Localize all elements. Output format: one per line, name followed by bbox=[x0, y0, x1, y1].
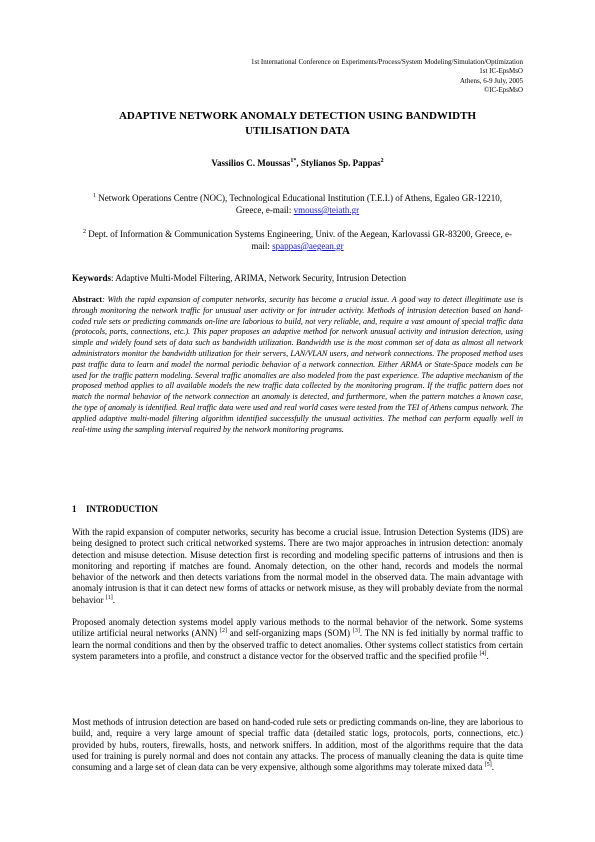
abstract bbox=[72, 295, 523, 435]
conference-line: ©IC-EpsMsO bbox=[483, 86, 523, 95]
citation-ref: [2] bbox=[219, 628, 227, 635]
keywords bbox=[72, 272, 523, 284]
body-paragraph bbox=[72, 527, 523, 606]
abstract-label: Abstract bbox=[72, 295, 103, 304]
citation-ref: [1] bbox=[105, 594, 113, 601]
paragraph-text: Proposed anomaly detection systems model apply various methods to the normal behavior of the network. Some systems utilize artificial neural networks (ANN) bbox=[72, 617, 523, 639]
conference-line: 1st International Conference on Experiments/Process/System Modeling/Simulation/Optimization bbox=[251, 58, 523, 66]
paragraph-text: Most methods of intrusion detection are based on hand-coded rule sets or predicting commands on-line, they are laborious to build, and, require a very large amount of special traffic data (detailed static logs, protocols, ports, connections, etc.) provided by hubs, routers, firewalls, hosts, and network sniffers. In addition, most of the algorithms require that the data used for training is purely normal and does not contain any attacks. The process of manually cleaning the data is quite time consuming and a large set of clean data can be very expensive, although some algorithms may tolerate mixed data bbox=[72, 717, 523, 773]
citation-ref: [3] bbox=[352, 628, 360, 635]
conference-line: 1st IC-EpsMsO bbox=[479, 67, 523, 76]
citation-ref: [4] bbox=[479, 650, 487, 657]
affiliation-mark: 1 bbox=[93, 193, 97, 199]
author-affiliation-mark: 1* bbox=[290, 158, 297, 164]
body-paragraph bbox=[72, 717, 523, 773]
abstract-text: : With the rapid expansion of computer networks, security has become a crucial issue. A good way to detect illegitimate use is through monitoring the network traffic for unusual user activity or for intruder activity. Methods of intrusion detection based on hand-coded rule sets or predicting commands on-line are laborious to build, not very reliable, and, require a vast amount of special traffic data (protocols, ports, connections, etc.). This paper proposes an adaptive method for network unusual activity and intrusion detection, using simple and widely found sets of data such as bandwidth utilization. Bandwidth use is the most common set of data as almost all network administrators monitor the bandwidth utilization for their servers, LAN/VLAN users, and network connections. The proposed method uses past traffic data to learn and model the normal periodic behavior of a network connection. Either ARMA or State-Space models can be used for the traffic pattern modeling. Several traffic anomalies are also modeled from the past experience. The adaptive mechanism of the proposed method applies to all available models the new traffic data collected by the monitoring program. If the traffic pattern does not match the normal behavior of the network connection an anomaly is detected, and furthermore, when the pattern matches a known case, the type of anomaly is identified. Real traffic data were used and real world cases were tested from the TEI of Athens campus network. The applied adaptive multi-model filtering algorithm identified successfully the unusual activities. The method can perform equally well in real-time using the sampling interval required by the network monitoring programs. bbox=[72, 295, 523, 434]
author-separator: , bbox=[296, 158, 301, 168]
affiliation-text: Network Operations Centre (NOC), Technological Educational Institution (T.E.I.) of Athens, Egaleo GR-12210, Greece, e-mail: bbox=[96, 193, 502, 215]
paper-title bbox=[72, 109, 523, 139]
paragraph-text: . The NN is fed initially by normal traffic to learn the normal conditions and then by the observed traffic to detect anomalies. Other systems collect statistics from certain system parameters into a profile, and construct a distance vector for the observed traffic and the specified profile bbox=[72, 628, 523, 661]
email-link[interactable]: vmouss@teiath.gr bbox=[293, 205, 360, 215]
keywords-text: : Adaptive Multi-Model Filtering, ARIMA, Network Security, Intrusion Detection bbox=[111, 273, 407, 283]
email-link[interactable]: spappas@aegean.gr bbox=[272, 241, 344, 251]
affiliation bbox=[80, 228, 515, 252]
title-line: ADAPTIVE NETWORK ANOMALY DETECTION USING BANDWIDTH bbox=[118, 110, 477, 122]
affiliation bbox=[80, 192, 515, 216]
paragraph-text: With the rapid expansion of computer networks, security has become a crucial issue. Intrusion Detection Systems (IDS) are being designed to protect such critical networked systems. There are two major approaches in intrusion detection: anomaly detection and misuse detection. Misuse detection first is recording and modeling specific patterns of intrusions and then is monitoring and reporting if matches are found. Anomaly detection, on the other hand, records and models the normal behavior of the network and then detects variations from the normal model in the observed data. The main advantage with anomaly intrusion is that it can detect new forms of attacks or network misuse, as they will probably deviate from the normal behavior bbox=[72, 527, 523, 605]
paragraph-text: and self-organizing maps (SOM) bbox=[226, 628, 353, 639]
paragraph-text: . bbox=[491, 762, 494, 773]
affiliation-mark: 2 bbox=[82, 229, 86, 235]
citation-ref: [5] bbox=[484, 762, 492, 769]
author-name: Stylianos Sp. Pappas bbox=[300, 158, 381, 168]
body-paragraph bbox=[72, 617, 523, 662]
section-title: INTRODUCTION bbox=[86, 504, 159, 514]
paragraph-text: . bbox=[486, 650, 489, 661]
author-list bbox=[72, 157, 523, 169]
affiliation-text: Dept. of Information & Communication Systems Engineering, Univ. of the Aegean, Karlovassi GR-83200, Greece, e-mail: bbox=[85, 229, 513, 251]
conference-header bbox=[251, 58, 523, 96]
keywords-label: Keywords bbox=[72, 273, 111, 283]
section-number: 1 bbox=[72, 504, 77, 514]
paragraph-text: . bbox=[112, 594, 115, 605]
title-line: UTILISATION DATA bbox=[245, 125, 350, 137]
author-affiliation-mark: 2 bbox=[380, 158, 384, 164]
section-heading bbox=[72, 503, 158, 515]
conference-line: Athens, 6-9 July, 2005 bbox=[459, 76, 523, 85]
author-name: Vassilios C. Moussas bbox=[211, 158, 291, 168]
